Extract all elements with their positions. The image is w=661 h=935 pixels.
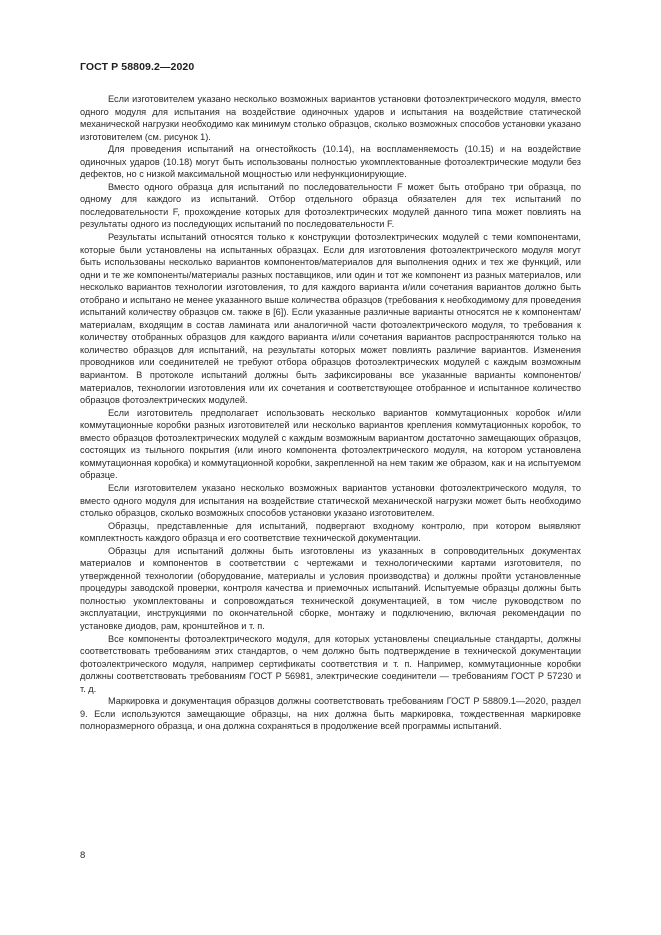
paragraph: Результаты испытаний относятся только к конструкции фотоэлектрических модулей с теми компонентами, которые были установлены на испытанных образцах. Если для изготовления фотоэлектрического модуля могут быть использованы несколько вариантов компонентов/материалов для выполнения одних и тех же функций, или одни и те же компоненты/материалы разных поставщиков, или один и тот же компонент из разных материалов, или несколько вариантов технологии изготовления, то для каждого варианта и/или сочетания вариантов должно быть отобрано и испытано не менее указанного выше количества образцов (требования к необходимому для проведения испытаний количеству образцов см. также в [6]). Если указанные различные варианты относятся не к компонентам/материалам, входящим в состав ламината или аналогичной части фотоэлектрического модуля, то требования к количеству отобранных образцов для каждого варианта и/или сочетания вариантов распространяются только на количество образцов для испытаний, на результаты которых может повлиять различие вариантов. Изменения проводников или соединителей не требуют отбора образцов фотоэлектрических модулей с каждым возможным вариантом. В протоколе испытаний должны быть зафиксированы все указанные варианты компонентов/материалов, технологии изготовления или их сочетания и соответствующее отобранное и испытанное количество образцов фотоэлектрических модулей. — [80, 232, 581, 406]
paragraph: Если изготовителем указано несколько возможных вариантов установки фотоэлектрического модуля, то вместо одного модуля для испытания на воздействие статической механической нагрузки может быть необходимо столько образцов, сколько возможных способов установки указано изготовителем. — [80, 482, 581, 519]
paragraph: Если изготовителем указано несколько возможных вариантов установки фотоэлектрического модуля, вместо одного модуля для испытания на воздействие одиночных ударов и испытания на воздействие статической механической нагрузки необходимо как минимум столько образцов, сколько возможных способов установки указано изготовителем (см. рисунок 1). — [80, 94, 581, 142]
page-number: 8 — [80, 850, 86, 861]
paragraph: Все компоненты фотоэлектрического модуля, для которых установлены специальные стандарты, должны соответствовать требованиям этих стандартов, о чем должно быть подтверждение в технической документации фотоэлектрического модуля, например сертификаты соответствия и т. п. Например, коммутационные коробки должны соответствовать требованиям ГОСТ Р 56981, электрические соединители — требованиям ГОСТ Р 57230 и т. д. — [80, 633, 581, 694]
paragraph: Образцы для испытаний должны быть изготовлены из указанных в сопроводительных документах материалов и компонентов в соответствии с чертежами и технологическими картами изготовителя, по утвержденной технологии (оборудование, материалы и условия производства) и должны пройти установленные процедуры заводской проверки, контроля качества и приемочных испытаний. Испытуемые образцы должны быть полностью укомплектованы и сопровождаться технической документацией, в том числе руководством по эксплуатации, инструкциями по окончательной сборке, монтажу и подключению, включая рекомендации по установке диодов, рам, кронштейнов и т. п. — [80, 545, 581, 631]
paragraph: Образцы, представленные для испытаний, подвергают входному контролю, при котором выявляют комплектность каждого образца и его соответствие технической документации. — [80, 520, 581, 544]
document-header: ГОСТ Р 58809.2—2020 — [80, 61, 195, 73]
paragraph: Маркировка и документация образцов должны соответствовать требованиям ГОСТ Р 58809.1—2020, раздел 9. Если используются замещающие образцы, на них должна быть маркировка, тождественная маркировке полноразмерного образца, и она должна сохраняться в продолжение всей программы испытаний. — [80, 696, 581, 732]
paragraph: Для проведения испытаний на огнестойкость (10.14), на воспламеняемость (10.15) и на воздействие одиночных ударов (10.18) могут быть использованы полностью укомплектованные фотоэлектрические модули без дефектов, но с низкой максимальной мощностью или нефункционирующие. — [80, 144, 581, 180]
paragraph: Вместо одного образца для испытаний по последовательности F может быть отобрано три образца, по одному для каждого из испытаний. Отбор отдельного образца обязателен для тех испытаний по последовательности F, прохождение которых для фотоэлектрических модулей данного типа может повлиять на результаты одного из последующих испытаний по последовательности F. — [80, 181, 581, 230]
body-text — [80, 93, 581, 733]
paragraph: Если изготовитель предполагает использовать несколько вариантов коммутационных коробок и/или коммутационные коробки разных изготовителей или несколько вариантов крепления коммутационных коробок, то вместо образцов фотоэлектрических модулей с каждым возможным вариантом достаточно замещающих образцов, состоящих из тыльного покрытия (или иного компонента фотоэлектрического модуля, на котором установлена коммутационная коробка) и коммутационной коробки, закрепленной на нем таким же образом, как и на испытуемом образце. — [80, 407, 581, 481]
